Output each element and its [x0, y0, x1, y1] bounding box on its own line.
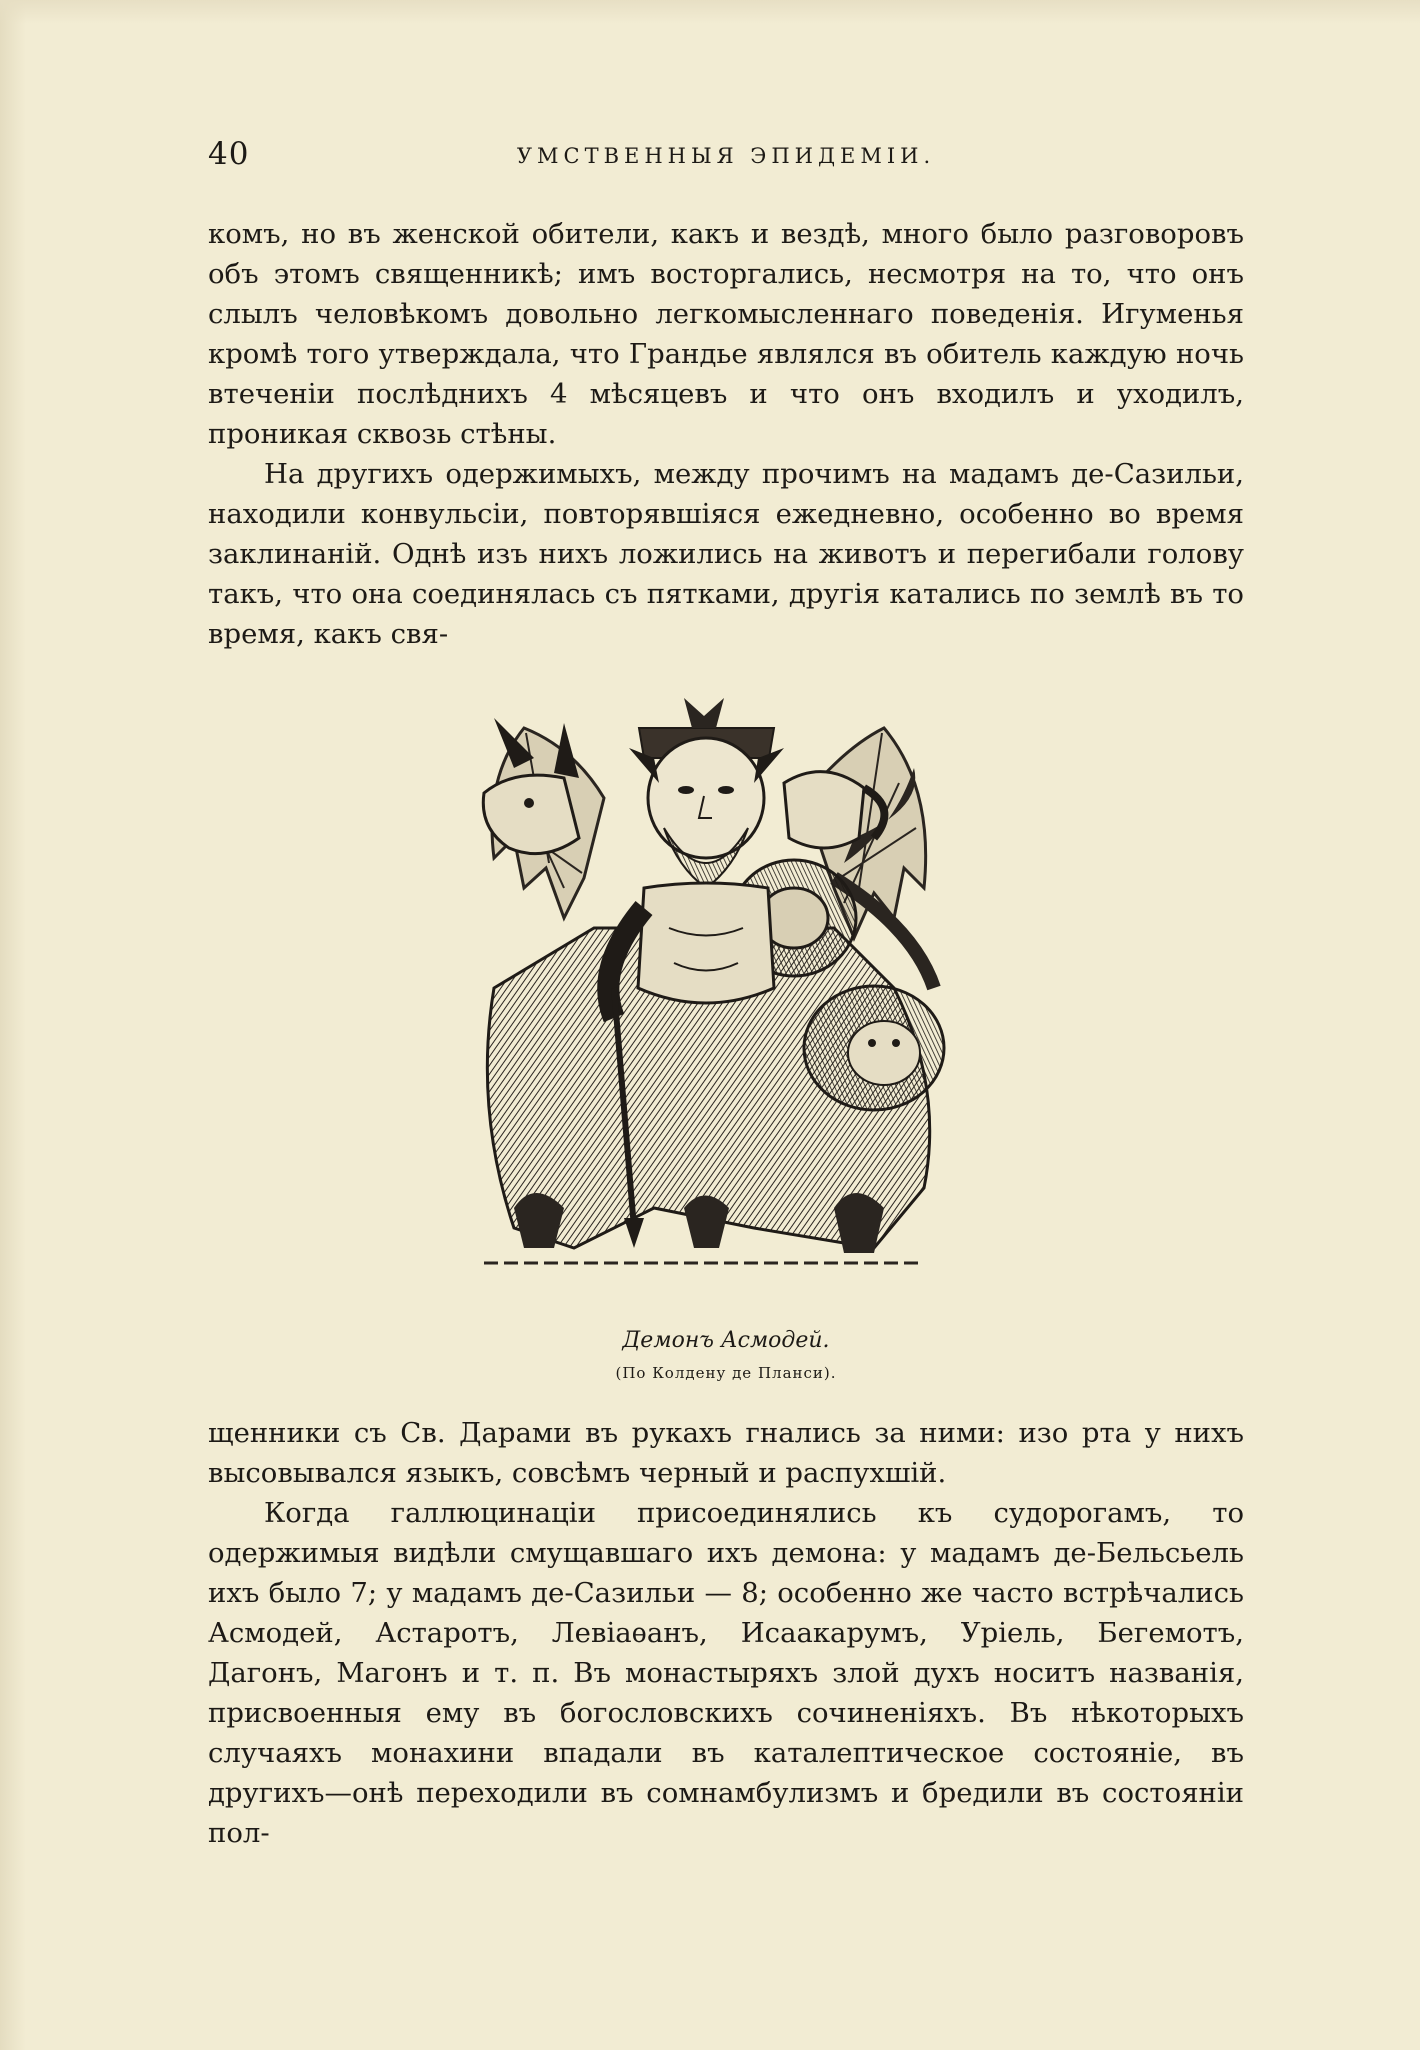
page-header [208, 136, 1244, 176]
text-block-top [208, 214, 1244, 654]
paragraph: щенники съ Св. Дарами въ рукахъ гнались за ними: изо рта у нихъ высовывался языкъ, совсѣмъ черный и распухшій. [208, 1417, 1244, 1489]
paragraph: комъ, но въ женской обители, какъ и вездѣ, много было разговоровъ объ этомъ священникѣ; имъ восторгались, несмотря на то, что онъ слылъ человѣкомъ довольно легкомысленнаго поведенія. Игуменья кромѣ того утверждала, что Грандье являлся въ обитель каждую ночь втеченіи послѣднихъ 4 мѣсяцевъ и что онъ входилъ и уходилъ, проникая сквозь стѣны. [208, 218, 1244, 450]
paragraph: Когда галлюцинаціи присоединялись къ судорогамъ, то одержимыя видѣли смущавшаго ихъ демона: у мадамъ де-Бельсьель ихъ было 7; у мадамъ де-Сазильи — 8; особенно же часто встрѣчались Асмодей, Астаротъ, Левіаѳанъ, Исаакарумъ, Уріель, Бегемотъ, Дагонъ, Магонъ и т. п. Въ монастыряхъ злой духъ носитъ названія, присвоенныя ему въ богословскихъ сочиненіяхъ. Въ нѣкоторыхъ случаяхъ монахини впадали въ каталептическое состояніе, въ другихъ—онѣ переходили въ сомнамбулизмъ и бредили въ состояніи пол- [208, 1497, 1244, 1849]
text-block-bottom [208, 1413, 1244, 1853]
page-top-shadow [0, 0, 1420, 24]
page-number: 40 [208, 136, 250, 172]
running-head: УМСТВЕННЫЯ ЭПИДЕМІИ. [516, 144, 936, 168]
page-edge-shadow [0, 0, 26, 2050]
figure-caption-source: (По Колдену де Планси). [615, 1364, 837, 1382]
figure-caption-title: Демонъ Асмодей. [622, 1328, 830, 1353]
paragraph: На другихъ одержимыхъ, между прочимъ на мадамъ де-Сазильи, находили конвульсіи, повторявшіяся ежедневно, особенно во время заклинаній. Однѣ изъ нихъ ложились на животъ и перегибали голову такъ, что она соединялась съ пятками, другія катались по землѣ въ то время, какъ свя- [208, 458, 1244, 650]
demon-asmodeus-icon [454, 688, 958, 1296]
demon-illustration [454, 688, 958, 1296]
